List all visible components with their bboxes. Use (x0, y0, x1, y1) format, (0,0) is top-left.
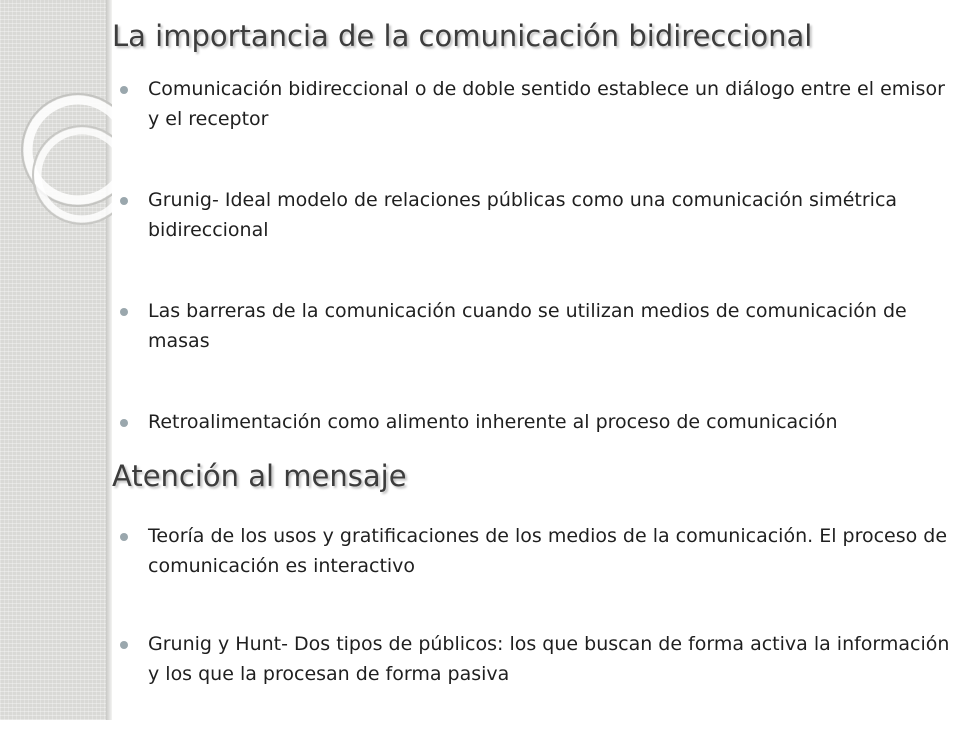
bullet-list-bidirectional-communication (118, 74, 953, 437)
decorative-circles (0, 0, 112, 260)
bullet-item (118, 296, 953, 356)
section-title-bidirectional-communication: La importancia de la comunicación bidireccional (112, 19, 813, 53)
bullet-dot-icon (120, 308, 128, 316)
section-title-message-attention: Atención al mensaje (112, 459, 407, 493)
decorative-circle-inner-shade (33, 126, 112, 224)
bullet-item (118, 74, 953, 134)
bullet-dot-icon (120, 419, 128, 427)
bullet-dot-icon (120, 86, 128, 94)
bullet-text: Retroalimentación como alimento inherente al proceso de comunicación (148, 411, 838, 433)
bullet-item (118, 407, 953, 437)
bullet-dot-icon (120, 197, 128, 205)
bullet-text: Comunicación bidireccional o de doble sentido establece un diálogo entre el emisor y el receptor (148, 78, 945, 130)
bullet-text: Teoría de los usos y gratificaciones de los medios de la comunicación. El proceso de comunicación es interactivo (148, 525, 948, 577)
bullet-list-message-attention (118, 521, 953, 737)
bullet-dot-icon (120, 533, 128, 541)
bullet-item (118, 629, 953, 689)
bullet-dot-icon (120, 641, 128, 649)
bullet-item (118, 521, 953, 581)
bullet-text: Las barreras de la comunicación cuando se utilizan medios de comunicación de masas (148, 300, 907, 352)
bullet-text: Grunig y Hunt- Dos tipos de públicos: los que buscan de forma activa la información y los que la procesan de forma pasiva (148, 633, 950, 685)
bullet-item (118, 185, 953, 245)
bullet-text: Grunig- Ideal modelo de relaciones públicas como una comunicación simétrica bidireccional (148, 189, 898, 241)
